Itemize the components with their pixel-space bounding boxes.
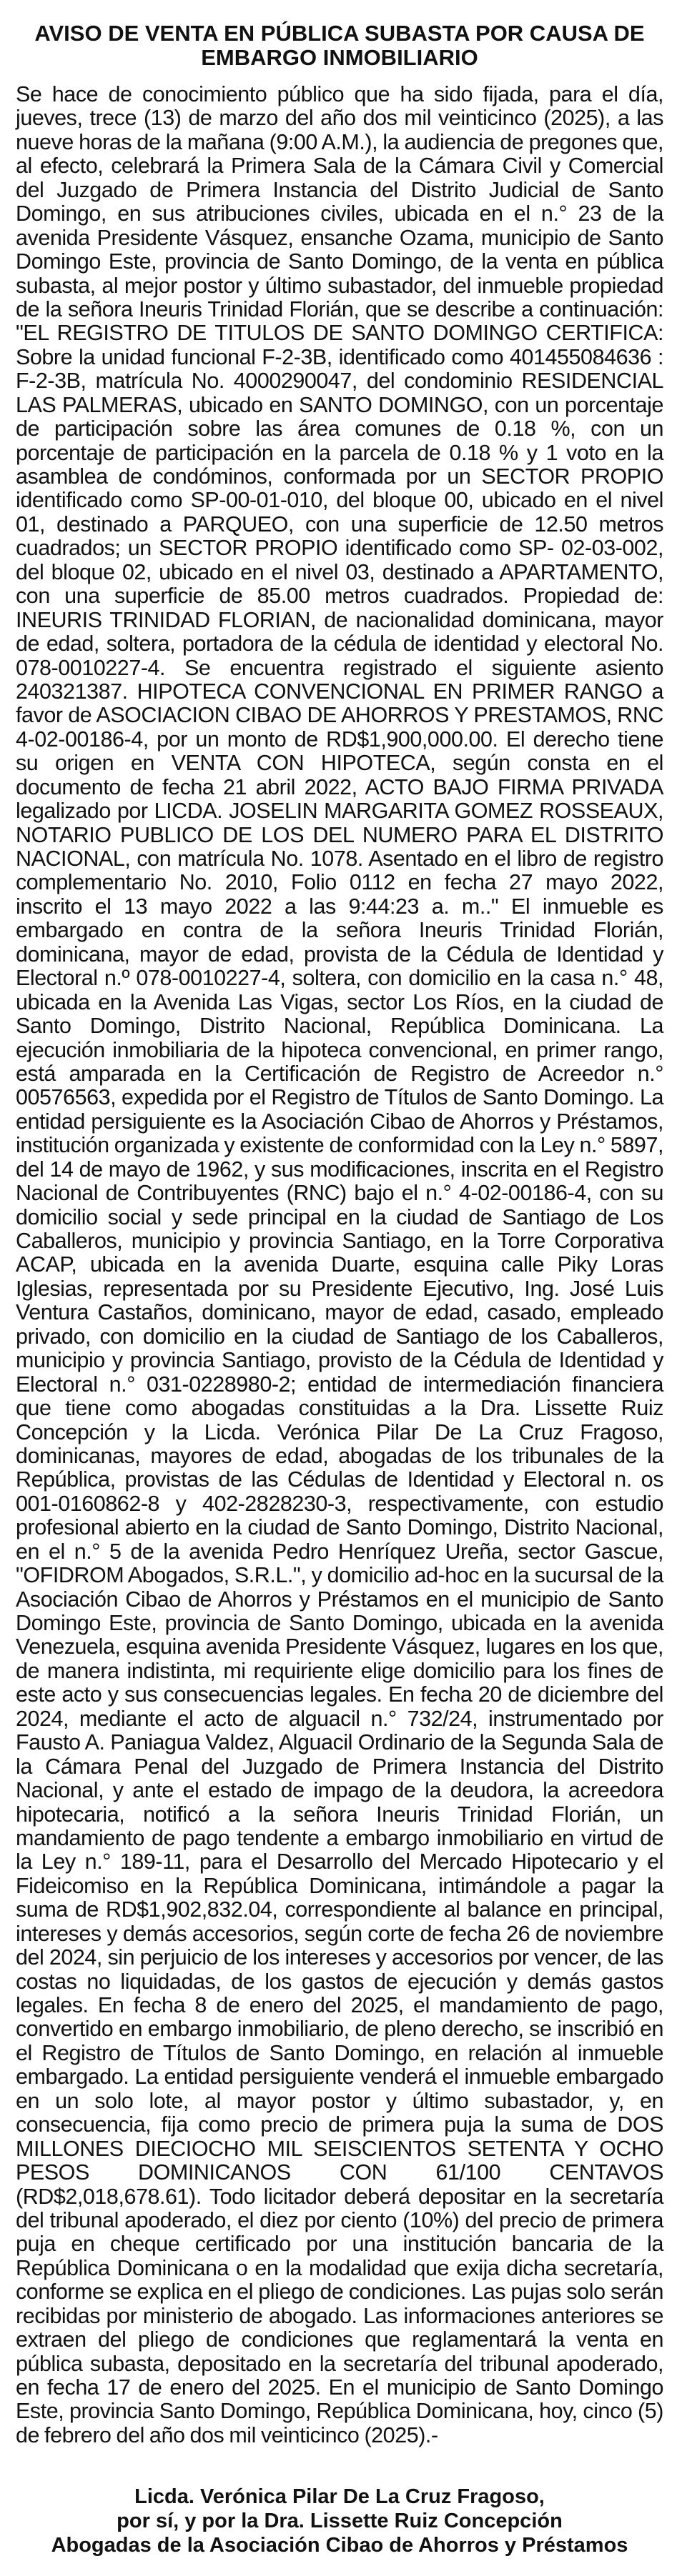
signature-line-2: por sí, y por la Dra. Lissette Ruiz Concepción <box>117 2510 563 2532</box>
notice-body: Se hace de conocimiento público que ha sido fijada, para el día, jueves, trece (13) de marzo del año dos mil veinticinco (2025), a las nueve horas de la mañana (9:00 A.M.), la audiencia de pregones que, al efecto, celebrará la Primera Sala de la Cámara Civil y Comercial del Juzgado de Primera Instancia del Distrito Judicial de Santo Domingo, en sus atribuciones civiles, ubicada en el n.° 23 de la avenida Presidente Vásquez, ensanche Ozama, municipio de Santo Domingo Este, provincia de Santo Domingo, de la venta en pública subasta, al mejor postor y último subastador, del inmueble propiedad de la señora Ineuris Trinidad Florián, que se describe a continuación: "EL REGISTRO DE TITULOS DE SANTO DOMINGO CERTIFICA: Sobre la unidad funcional F-2-3B, identificado como 401455084636 : F-2-3B, matrícula No. 4000290047, del condominio RESIDENCIAL LAS PALMERAS, ubicado en SANTO DOMINGO, con un porcentaje de participación sobre las área comunes de 0.18 %, con un porcentaje de participación en la parcela de 0.18 % y 1 voto en la asamblea de condóminos, conformada por un SECTOR PROPIO identificado como SP-00-01-010, del bloque 00, ubicado en el nivel 01, destinado a PARQUEO, con una superficie de 12.50 metros cuadrados; un SECTOR PROPIO identificado como SP- 02-03-002, del bloque 02, ubicado en el nivel 03, destinado a APARTAMENTO, con una superficie de 85.00 metros cuadrados. Propiedad de: INEURIS TRINIDAD FLORIAN, de nacionalidad dominicana, mayor de edad, soltera, portadora de la cédula de identidad y electoral No. 078-0010227-4. Se encuentra registrado el siguiente asiento 240321387. HIPOTECA CONVENCIONAL EN PRIMER RANGO a favor de ASOCIACION CIBAO DE AHORROS Y PRESTAMOS, RNC 4-02-00186-4, por un monto de RD$1,900,000.00. El derecho tiene su origen en VENTA CON HIPOTECA, según consta en el documento de fecha 21 abril 2022, ACTO BAJO FIRMA PRIVADA legalizado por LICDA. JOSELIN MARGARITA GOMEZ ROSSEAUX, NOTARIO PUBLICO DE LOS DEL NUMERO PARA EL DISTRITO NACIONAL, con matrícula No. 1078. Asentado en el libro de registro complementario No. 2010, Folio 0112 en fecha 27 mayo 2022, inscrito el 13 mayo 2022 a las 9:44:23 a. m.." El inmueble es embargado en contra de la señora Ineuris Trinidad Florián, dominicana, mayor de edad, provista de la Cédula de Identidad y Electoral n.º 078-0010227-4, soltera, con domicilio en la casa n.° 48, ubicada en la Avenida Las Vigas, sector Los Ríos, en la ciudad de Santo Domingo, Distrito Nacional, República Dominicana. La ejecución inmobiliaria de la hipoteca convencional, en primer rango, está amparada en la Certificación de Registro de Acreedor n.° 00576563, expedida por el Registro de Títulos de Santo Domingo. La entidad persiguiente es la Asociación Cibao de Ahorros y Préstamos, institución organizada y existente de conformidad con la Ley n.° 5897, del 14 de mayo de 1962, y sus modificaciones, inscrita en el Registro Nacional de Contribuyentes (RNC) bajo el n.° 4-02-00186-4, con su domicilio social y sede principal en la ciudad de Santiago de Los Caballeros, municipio y provincia Santiago, en la Torre Corporativa ACAP, ubicada en la avenida Duarte, esquina calle Piky Loras Iglesias, representada por su Presidente Ejecutivo, Ing. José Luis Ventura Castaños, dominicano, mayor de edad, casado, empleado privado, con domicilio en la ciudad de Santiago de los Caballeros, municipio y provincia Santiago, provisto de la Cédula de Identidad y Electoral n.° 031-0228980-2; entidad de intermediación financiera que tiene como abogadas constituidas a la Dra. Lissette Ruiz Concepción y la Licda. Verónica Pilar De La Cruz Fragoso, dominicanas, mayores de edad, abogadas de los tribunales de la República, provistas de las Cédulas de Identidad y Electoral n. os 001-0160862-8 y 402-2828230-3, respectivamente, con estudio profesional abierto en la ciudad de Santo Domingo, Distrito Nacional, en el n.° 5 de la avenida Pedro Henríquez Ureña, sector Gascue, "OFIDROM Abogados, S.R.L.", y domicilio ad-hoc en la sucursal de la Asociación Cibao de Ahorros y Préstamos en el municipio de Santo Domingo Este, provincia de Santo Domingo, ubicada en la avenida Venezuela, esquina avenida Presidente Vásquez, lugares en los que, de manera indistinta, mi requiriente elige domicilio para los fines de este acto y sus consecuencias legales. En fecha 20 de diciembre del 2024, mediante el acto de alguacil n.° 732/24, instrumentado por Fausto A. Paniagua Valdez, Alguacil Ordinario de la Segunda Sala de la Cámara Penal del Juzgado de Primera Instancia del Distrito Nacional, y ante el estado de impago de la deudora, la acreedora hipotecaria, notificó a la señora Ineuris Trinidad Florián, un mandamiento de pago tendente a embargo inmobiliario en virtud de la Ley n.° 189-11, para el Desarrollo del Mercado Hipotecario y el Fideicomiso en la República Dominicana, intimándole a pagar la suma de RD$1,902,832.04, correspondiente al balance en principal, intereses y demás accesorios, según corte de fecha 26 de noviembre del 2024, sin perjuicio de los intereses y accesorios por vencer, de las costas no liquidadas, de los gastos de ejecución y demás gastos legales. En fecha 8 de enero del 2025, el mandamiento de pago, convertido en embargo inmobiliario, de pleno derecho, se inscribió en el Registro de Títulos de Santo Domingo, en relación al inmueble embargado. La entidad persiguiente venderá el inmueble embargado en un solo lote, al mayor postor y último subastador, y, en consecuencia, fija como precio de primera puja la suma de DOS MILLONES DIECIOCHO MIL SEISCIENTOS SETENTA Y OCHO PESOS DOMINICANOS CON 61/100 CENTAVOS (RD$2,018,678.61). Todo licitador deberá depositar en la secretaría del tribunal apoderado, el diez por ciento (10%) del precio de primera puja en cheque certificado por una institución bancaria de la República Dominicana o en la modalidad que exija dicha secretaría, conforme se explica en el pliego de condiciones. Las pujas solo serán recibidas por ministerio de abogado. Las informaciones anteriores se extraen del pliego de condiciones que reglamentará la venta en pública subasta, depositado en la secretaría del tribunal apoderado, en fecha 17 de enero del 2025. En el municipio de Santo Domingo Este, provincia Santo Domingo, República Dominicana, hoy, cinco (5) de febrero del año dos mil veinticinco (2025).- <box>16 82 663 2447</box>
signature-line-1: Licda. Verónica Pilar De La Cruz Fragoso, <box>134 2485 545 2508</box>
signature-block <box>16 2485 663 2557</box>
notice-title: AVISO DE VENTA EN PÚBLICA SUBASTA POR CAUSA DE EMBARGO INMOBILIARIO <box>34 21 645 70</box>
signature-line-3: Abogadas de la Asociación Cibao de Ahorros y Préstamos <box>51 2534 628 2557</box>
legal-notice <box>16 21 663 2557</box>
